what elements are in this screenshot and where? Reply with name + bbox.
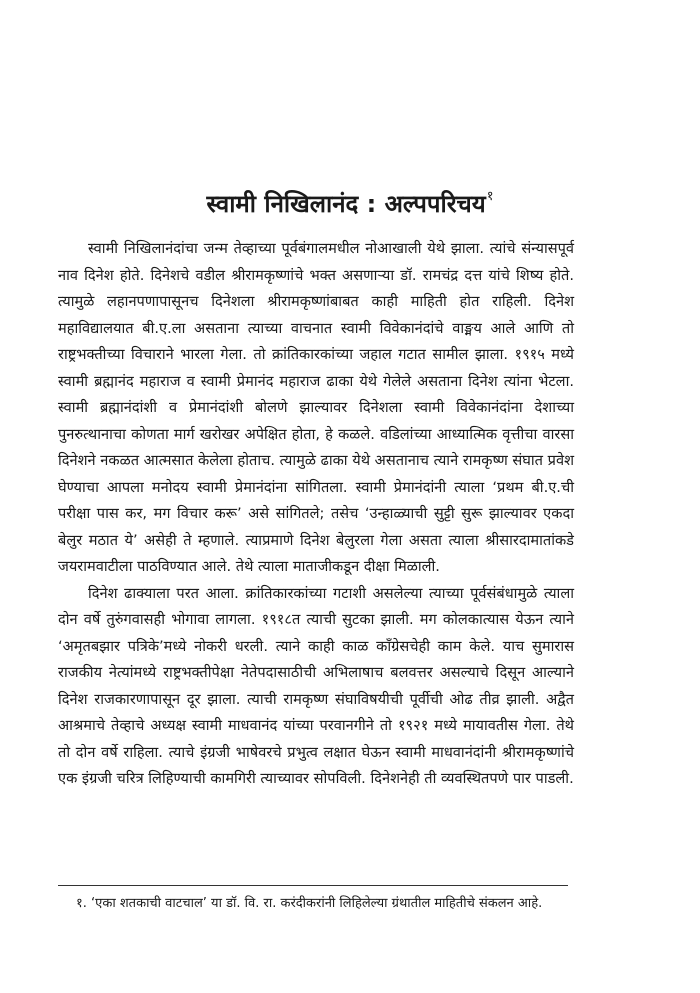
chapter-title-text: स्वामी निखिलानंद : अल्पपरिचय (206, 190, 486, 219)
footnote-divider (58, 885, 568, 886)
footnote (58, 893, 574, 914)
footnote-marker: १ (486, 189, 494, 205)
paragraph-1: स्वामी निखिलानंदांचा जन्म तेव्हाच्या पूर्वबंगालमधील नोआखाली येथे झाला. त्यांचे संन्यासपूर्व नाव दिनेश होते. दिनेशचे वडील श्रीरामकृष्णांचे भक्त असणाऱ्या डॉ. रामचंद्र दत्त यांचे शिष्य होते. त्यामुळे लहानपणापासूनच दिनेशला श्रीरामकृष्णांबाबत काही माहिती होत राहिली. दिनेश महाविद्यालयात बी.ए.ला असताना त्याच्या वाचनात स्वामी विवेकानंदांचे वाङ्मय आले आणि तो राष्ट्रभक्तीच्या विचाराने भारला गेला. तो क्रांतिकारकांच्या जहाल गटात सामील झाला. १९१५ मध्ये स्वामी ब्रह्मानंद महाराज व स्वामी प्रेमानंद महाराज ढाका येथे गेलेले असताना दिनेश त्यांना भेटला. स्वामी ब्रह्मानंदांशी व प्रेमानंदांशी बोलणे झाल्यावर दिनेशला स्वामी विवेकानंदांना देशाच्या पुनरुत्थानाचा कोणता मार्ग खरोखर अपेक्षित होता, हे कळले. वडिलांच्या आध्यात्मिक वृत्तीचा वारसा दिनेशने नकळत आत्मसात केलेला होताच. त्यामुळे ढाका येथे असतानाच त्याने रामकृष्ण संघात प्रवेश घेण्याचा आपला मनोदय स्वामी प्रेमानंदांना सांगितला. स्वामी प्रेमानंदांनी त्याला ‘प्रथम बी.ए.ची परीक्षा पास कर, मग विचार करू’ असे सांगितले; तसेच ‘उन्हाळ्याची सुट्टी सुरू झाल्यावर एकदा बेलुर मठात ये’ असेही ते म्हणाले. त्याप्रमाणे दिनेश बेलुरला गेला असता त्याला श्रीसारदामातांकडे जयरामवाटीला पाठविण्यात आले. तेथे त्याला माताजीकडून दीक्षा मिळाली. (58, 240, 574, 575)
body-text (58, 236, 574, 793)
paragraph-2: दिनेश ढाक्याला परत आला. क्रांतिकारकांच्या गटाशी असलेल्या त्याच्या पूर्वसंबंधामुळे त्याला दोन वर्षे तुरुंगवासही भोगावा लागला. १९१८त त्याची सुटका झाली. मग कोलकात्यास येऊन त्याने ‘अमृतबझार पत्रिके’मध्ये नोकरी धरली. त्याने काही काळ काँग्रेसचेही काम केले. याच सुमारास राजकीय नेत्यांमध्ये राष्ट्रभक्तीपेक्षा नेतेपदासाठीची अभिलाषाच बलवत्तर असल्याचे दिसून आल्याने दिनेश राजकारणापासून दूर झाला. त्याची रामकृष्ण संघाविषयीची पूर्वीची ओढ तीव्र झाली. अद्वैत आश्रमाचे तेव्हाचे अध्यक्ष स्वामी माधवानंद यांच्या परवानगीने तो १९२१ मध्ये मायावतीस गेला. तेथे तो दोन वर्षे राहिला. त्याचे इंग्रजी भाषेवरचे प्रभुत्व लक्षात घेऊन स्वामी माधवानंदांनी श्रीरामकृष्णांचे एक इंग्रजी चरित्र लिहिण्याची कामगिरी त्याच्यावर सोपविली. दिनेशनेही ती व्यवस्थितपणे पार पाडली. (58, 584, 574, 787)
chapter-title (0, 180, 700, 221)
footnote-text: १. ‘एका शतकाची वाटचाल’ या डॉ. वि. रा. करंदीकरांनी लिहिलेल्या ग्रंथातील माहितीचे संकलन आहे. (76, 896, 543, 911)
